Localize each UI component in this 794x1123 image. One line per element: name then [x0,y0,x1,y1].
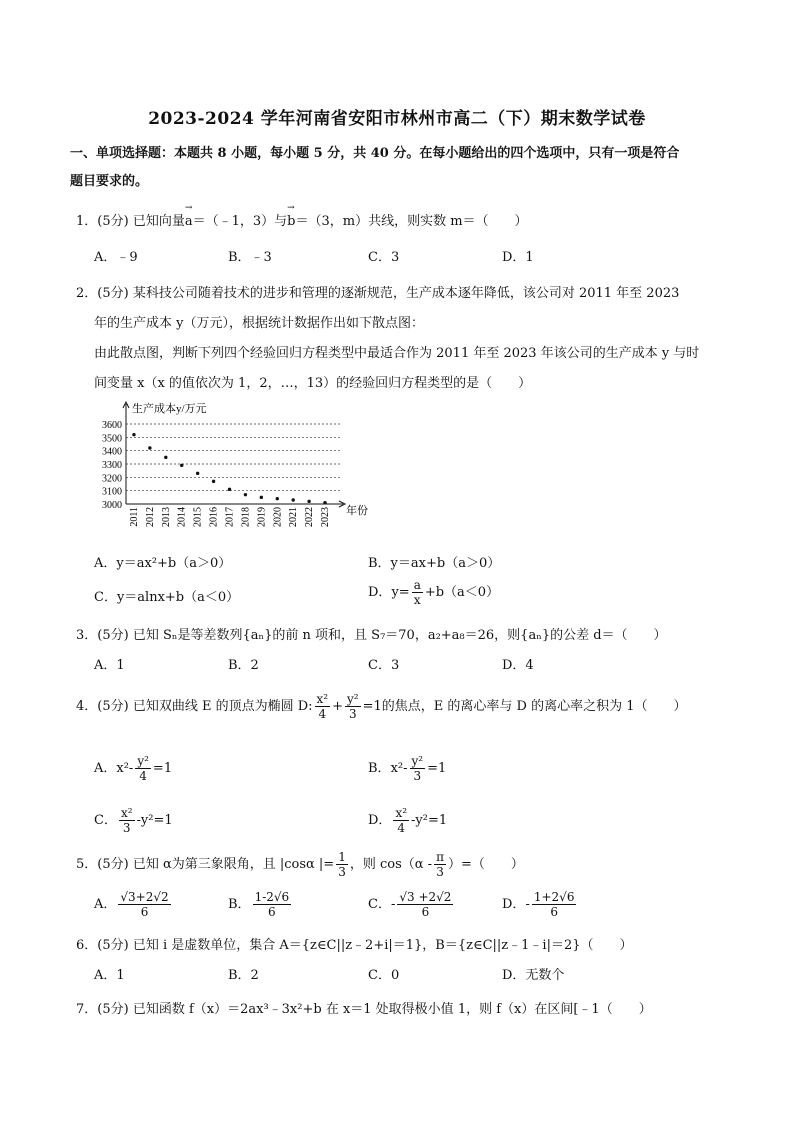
question-2-line4: 间变量 x（x 的值依次为 1，2，…，13）的经验回归方程类型的是（ ） [94,376,532,391]
y-tick-label: 3100 [102,486,122,498]
x-tick-label: 2012 [144,507,156,527]
data-point [212,480,215,483]
chart-grid [126,424,341,491]
y-tick-label: 3600 [102,420,122,431]
question-2-line3: 由此散点图，判断下列四个经验回归方程类型中最适合作为 2011 年至 2023 年该公司的生产成本 y 与时 [94,346,700,361]
question-1-stem: 1．(5分) 已知向量→ a＝（﹣1，3）与→ b＝（3，m）共线，则实数 m＝（ ） [76,210,528,229]
data-point [323,501,326,504]
q5-option-b[interactable]: B． $\frac{1-2√6}{6}$ [228,890,290,919]
q6-option-d[interactable]: D．无数个 [502,968,565,983]
q5-option-a[interactable]: A． $\frac{√3+2√2}{6}$ [94,890,169,919]
data-point [196,472,199,475]
data-point [164,456,167,459]
y-tick-label: 3500 [102,433,122,445]
question-2-line1: 2．(5分) 某科技公司随着技术的进步和管理的逐渐规范，生产成本逐年降低，该公司对 2011 年至 2023 [76,286,680,301]
y-tick-label: 3300 [102,460,122,471]
q2-option-b[interactable]: B．y＝ax+b（a＞0） [368,556,501,571]
x-tick-label: 2013 [160,507,172,527]
page-title: 2023-2024 学年河南省安阳市林州市高二（下）期末数学试卷 [148,109,646,129]
question-2-line2: 年的生产成本 y（万元），根据统计数据作出如下散点图： [94,316,424,331]
data-point [148,446,151,449]
q6-option-c[interactable]: C．0 [368,968,400,983]
x-tick-label: 2022 [304,507,316,527]
data-point [244,493,247,496]
data-point [276,497,279,500]
q4-option-a[interactable]: A．x²- $\frac{\text{y²}}{4}$ =1 [94,754,173,783]
x-tick-label: 2017 [224,507,236,527]
data-point [291,498,294,501]
data-point [132,433,135,436]
q1-option-c[interactable]: C．3 [368,250,400,265]
q1-option-b[interactable]: B．﹣3 [228,250,272,265]
q5-option-d[interactable]: D．- $\frac{1+2√6}{6}$ [502,890,575,919]
q1-option-d[interactable]: D．1 [502,250,534,265]
fraction: $\frac{a}{x}$ [413,578,421,607]
q4-option-b[interactable]: B．x²- $\frac{\text{y²}}{3}$ =1 [368,754,447,783]
chart-points [132,433,326,504]
y-tick-label: 3200 [102,473,122,485]
scatter-chart [88,398,388,534]
q3-option-b[interactable]: B．2 [228,658,259,673]
q3-option-c[interactable]: C．3 [368,658,400,673]
question-3-stem: 3．(5分) 已知 Sₙ是等差数列{aₙ}的前 n 项和，且 S₇＝70，a₂+a₈＝26，则{aₙ}的公差 d＝（ ） [76,628,667,643]
x-tick-label: 2018 [240,507,252,527]
vector-a: → a [185,214,193,229]
q6-option-b[interactable]: B．2 [228,968,259,983]
question-5-stem: 5．(5分) 已知 α为第三象限角，且 |cosα |= $\frac{1}{3}$ ，则 cos（α - $\frac{\pi}{3}$ ）=（ ） [76,850,524,879]
q4-option-d[interactable]: D． $\frac{\text{x²}}{4}$ -y²=1 [368,806,448,835]
y-tick-label: 3400 [102,446,122,458]
q2-option-c[interactable]: C．y＝alnx+b（a＜0） [94,590,240,605]
q5-option-c[interactable]: C．- $\frac{√3 +2√2}{6}$ [368,890,452,919]
section-heading-line2: 题目要求的。 [70,174,149,189]
q4-option-c[interactable]: C． $\frac{\text{x²}}{3}$ -y²=1 [94,806,173,835]
chart-axes [123,402,345,507]
chart-y-label: 生产成本y/万元 [132,403,207,415]
q6-option-a[interactable]: A．1 [94,968,125,983]
section-heading-line1: 一、单项选择题：本题共 8 小题，每小题 5 分，共 40 分。在每小题给出的四个选项中，只有一项是符合 [70,146,680,161]
q2-option-d[interactable]: D．y= $\frac{a}{x}$ +b（a＜0） [368,578,500,607]
q3-option-d[interactable]: D．4 [502,658,534,673]
chart-y-ticks [102,420,122,511]
question-7-stem: 7．(5分) 已知函数 f（x）＝2ax³﹣3x²+b 在 x＝1 处取得极小值 1，则 f（x）在区间[﹣1（ ） [76,1002,652,1017]
x-tick-label: 2016 [208,507,220,527]
q2-option-a[interactable]: A．y＝ax²+b（a＞0） [94,556,232,571]
q3-option-a[interactable]: A．1 [94,658,125,673]
x-tick-label: 2015 [192,507,204,527]
vector-b: → b [287,214,295,229]
x-tick-label: 2019 [256,507,268,527]
x-tick-label: 2014 [176,507,188,527]
question-4-stem: 4．(5分) 已知双曲线 E 的顶点为椭圆 D: $\frac{\text{x²}}{4}$ + $\frac{\text{y²}}{3}$ =1的焦点，E 的离心率与 D 的离心率之积为 1（ ） [76,692,687,721]
chart-x-label: 年份 [346,505,368,517]
data-point [307,500,310,503]
y-tick-label: 3000 [102,500,122,511]
x-tick-label: 2023 [320,507,332,527]
fraction: $\frac{\text{x²}}{4}$ [316,692,329,721]
chart-x-ticks [129,507,331,527]
data-point [228,488,231,491]
x-tick-label: 2011 [128,507,140,527]
fraction: $\frac{\text{y²}}{3}$ [347,692,359,721]
data-point [180,464,183,467]
x-tick-label: 2020 [272,507,284,527]
question-6-stem: 6．(5分) 已知 i 是虚数单位，集合 A＝{z∈C||z﹣2+i|＝1}，B＝{z∈C||z﹣1﹣i|＝2}（ ） [76,938,633,953]
x-tick-label: 2021 [288,507,300,527]
q1-option-a[interactable]: A．﹣9 [94,250,138,265]
data-point [260,496,263,499]
section-heading [70,140,730,196]
